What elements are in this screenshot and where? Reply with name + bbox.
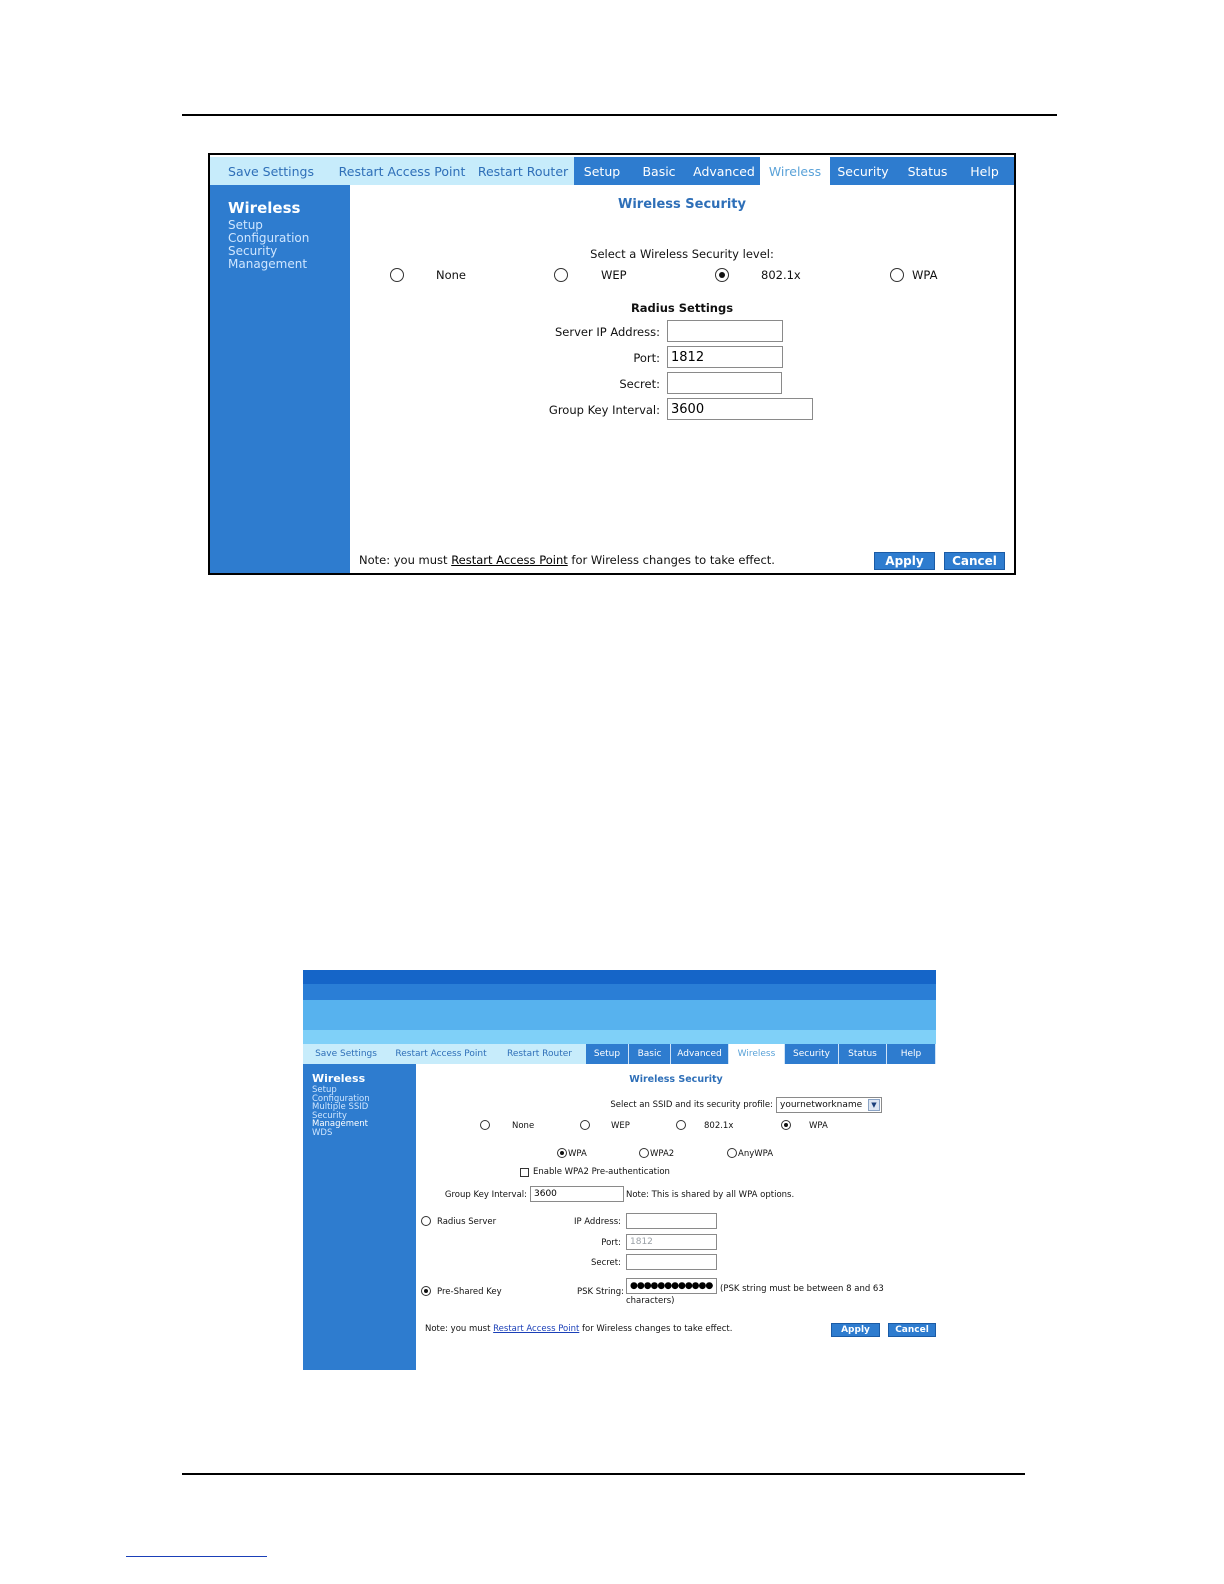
sidebar-item-setup[interactable]: Setup (228, 218, 263, 232)
tab-status[interactable]: Status (839, 1044, 887, 1064)
restart-access-point-link[interactable]: Restart Access Point (451, 553, 568, 567)
sidebar-title: Wireless (228, 199, 301, 217)
tab-help[interactable]: Help (887, 1044, 936, 1064)
group-key-interval-label: Group Key Interval: (548, 403, 660, 417)
sidebar-item-multiple-ssid[interactable]: Multiple SSID (312, 1102, 369, 1112)
port-input[interactable] (626, 1234, 717, 1250)
sidebar-item-management[interactable]: Management (312, 1119, 368, 1129)
ip-address-input[interactable] (626, 1213, 717, 1229)
ssid-select-value: yournetworkname (780, 1100, 863, 1110)
wireless-security-wpa-screenshot (303, 970, 936, 1370)
note-suffix: for Wireless changes to take effect. (582, 1324, 733, 1334)
radio-8021x[interactable] (715, 268, 729, 282)
radio-none[interactable] (480, 1120, 490, 1130)
tab-basic[interactable]: Basic (629, 1044, 671, 1064)
nav-tabs (586, 1044, 936, 1064)
radio-wep-label: WEP (601, 268, 627, 282)
tab-security[interactable]: Security (837, 163, 889, 179)
radio-wpa-label: WPA (912, 268, 938, 282)
sidebar-item-management[interactable]: Management (228, 257, 308, 271)
radio-mode-wpa2[interactable] (639, 1148, 649, 1158)
radio-mode-wpa-label: WPA (568, 1149, 587, 1159)
psk-note-line-1: (PSK string must be between 8 and 63 (720, 1284, 884, 1294)
tab-basic[interactable]: Basic (642, 163, 676, 179)
radio-wpa[interactable] (781, 1120, 791, 1130)
radio-wpa[interactable] (890, 268, 904, 282)
radio-radius-server[interactable] (421, 1216, 431, 1226)
server-ip-label: Server IP Address: (554, 325, 660, 339)
sidebar-item-security[interactable]: Security (312, 1110, 347, 1121)
radio-pre-shared-key[interactable] (421, 1286, 431, 1296)
footer-link-underline (126, 1556, 267, 1557)
sidebar-title: Wireless (312, 1072, 366, 1085)
radio-mode-anywpa-label: AnyWPA (738, 1149, 774, 1159)
port-label: Port: (601, 1238, 621, 1248)
top-nav (210, 157, 1014, 185)
cancel-button[interactable]: Cancel (888, 1323, 936, 1337)
tab-status[interactable]: Status (907, 163, 948, 179)
nav-restart-access-point[interactable]: Restart Access Point (338, 163, 466, 179)
pre-shared-key-label: Pre-Shared Key (437, 1287, 502, 1297)
radio-mode-wpa[interactable] (557, 1148, 567, 1158)
tab-setup[interactable]: Setup (586, 1044, 629, 1064)
tab-advanced[interactable]: Advanced (693, 163, 755, 179)
radius-settings-heading: Radius Settings (630, 301, 734, 315)
preauth-label: Enable WPA2 Pre-authentication (533, 1167, 670, 1177)
footer-rule (182, 1473, 1025, 1475)
page-title: Wireless Security (629, 1074, 723, 1085)
secret-label: Secret: (619, 377, 660, 391)
restart-note (359, 553, 775, 567)
secret-input[interactable] (626, 1254, 717, 1270)
header-banner (303, 970, 936, 1044)
radio-none-label: None (436, 268, 467, 282)
radio-8021x-label: 802.1x (761, 268, 801, 282)
radio-mode-anywpa[interactable] (727, 1148, 737, 1158)
restart-note (425, 1324, 732, 1334)
sidebar-item-setup[interactable]: Setup (312, 1085, 337, 1095)
restart-access-point-link[interactable]: Restart Access Point (493, 1324, 580, 1334)
psk-note-line-2: characters) (626, 1296, 675, 1306)
tab-advanced[interactable]: Advanced (671, 1044, 729, 1064)
nav-actions (303, 1044, 586, 1064)
group-key-interval-input[interactable] (667, 398, 813, 420)
nav-tabs (574, 157, 1014, 185)
radius-server-label: Radius Server (437, 1217, 497, 1227)
ssid-label: Select an SSID and its security profile: (610, 1100, 773, 1110)
sidebar-item-wds[interactable]: WDS (312, 1127, 333, 1138)
main-panel (350, 185, 1014, 573)
top-nav (303, 1044, 936, 1064)
wireless-security-8021x-screenshot (208, 153, 1016, 575)
port-label: Port: (633, 351, 660, 365)
sidebar-item-configuration[interactable]: Configuration (312, 1093, 370, 1104)
tab-setup[interactable]: Setup (583, 163, 621, 179)
tab-help[interactable]: Help (970, 163, 999, 179)
cancel-button[interactable]: Cancel (944, 552, 1005, 570)
psk-string-input[interactable] (626, 1278, 717, 1294)
secret-input[interactable] (667, 372, 782, 394)
radio-none[interactable] (390, 268, 404, 282)
group-key-interval-input[interactable] (530, 1186, 624, 1202)
note-prefix: Note: you must (425, 1324, 491, 1334)
ssid-select[interactable] (776, 1097, 882, 1113)
server-ip-input[interactable] (667, 320, 783, 342)
tab-wireless[interactable]: Wireless (760, 157, 830, 185)
apply-button[interactable]: Apply (831, 1323, 880, 1337)
port-input[interactable] (667, 346, 783, 368)
radio-8021x[interactable] (676, 1120, 686, 1130)
radio-wep-label: WEP (611, 1121, 630, 1131)
sidebar-item-configuration[interactable]: Configuration (228, 231, 310, 245)
radio-mode-wpa2-label: WPA2 (650, 1149, 675, 1159)
group-key-note: Note: This is shared by all WPA options. (626, 1190, 795, 1200)
header-rule (182, 114, 1057, 116)
note-suffix: for Wireless changes to take effect. (571, 553, 775, 567)
nav-restart-access-point[interactable]: Restart Access Point (395, 1049, 487, 1059)
radio-none-label: None (512, 1121, 535, 1131)
secret-label: Secret: (590, 1258, 621, 1268)
radio-8021x-label: 802.1x (704, 1121, 734, 1131)
nav-actions (210, 157, 574, 185)
ip-address-label: IP Address: (573, 1217, 621, 1227)
radio-wpa-label: WPA (809, 1121, 828, 1131)
preauth-checkbox[interactable] (520, 1168, 529, 1177)
sidebar (210, 185, 350, 573)
page-title: Wireless Security (618, 197, 746, 212)
radio-wep[interactable] (580, 1120, 590, 1130)
nav-save-settings[interactable]: Save Settings (228, 163, 314, 179)
note-prefix: Note: you must (359, 553, 448, 567)
tab-security[interactable]: Security (785, 1044, 839, 1064)
group-key-interval-label: Group Key Interval: (444, 1190, 527, 1200)
chevron-down-icon: ▼ (868, 1099, 880, 1111)
tab-wireless[interactable]: Wireless (729, 1044, 785, 1064)
sidebar-item-security[interactable]: Security (228, 244, 278, 258)
psk-string-label: PSK String: (576, 1287, 624, 1297)
apply-button[interactable]: Apply (874, 552, 935, 570)
sidebar (303, 1064, 416, 1370)
main-panel (416, 1064, 936, 1370)
nav-restart-router[interactable]: Restart Router (506, 1049, 573, 1059)
nav-restart-router[interactable]: Restart Router (477, 163, 569, 179)
security-level-label: Select a Wireless Security level: (590, 247, 774, 261)
nav-save-settings[interactable]: Save Settings (315, 1049, 377, 1059)
radio-wep[interactable] (554, 268, 568, 282)
